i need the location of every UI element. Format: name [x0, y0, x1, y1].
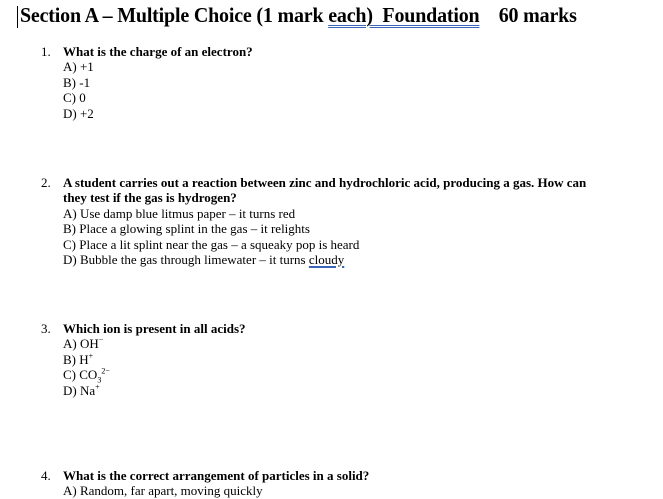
option-a: A) +1 — [63, 59, 94, 75]
question-3 — [41, 321, 246, 398]
option-c: C) Place a lit splint near the gas – a squeaky pop is heard — [63, 236, 360, 252]
option-d-text: D) Na — [63, 382, 96, 398]
option-a-text: A) OH — [63, 336, 99, 352]
option-a: A) Random, far apart, moving quickly — [63, 483, 263, 499]
question-1 — [41, 44, 253, 121]
option-b: B) -1 — [63, 74, 91, 90]
question-number: 1. — [41, 44, 51, 59]
option-a: A) Use damp blue litmus paper – it turns red — [63, 205, 296, 221]
options-list — [41, 59, 253, 121]
option-a-charge: − — [98, 336, 104, 346]
option-c-subscript: 3 — [97, 375, 102, 385]
option-d-proofing-underlined[interactable]: cloudy — [308, 252, 345, 268]
option-a — [63, 336, 246, 351]
question-2 — [41, 175, 586, 267]
option-c-charge: 2− — [101, 366, 110, 376]
question-number: 4. — [41, 468, 51, 483]
question-text: Which ion is present in all acids? — [63, 321, 246, 336]
question-text: What is the correct arrangement of particles in a solid? — [63, 468, 370, 483]
option-b-charge: + — [88, 351, 94, 361]
question-text-line1: A student carries out a reaction between zinc and hydrochloric acid, producing a gas. How can — [63, 175, 587, 190]
option-c-text: C) CO — [63, 367, 98, 383]
options-list — [41, 336, 246, 398]
option-d-charge: + — [95, 382, 100, 392]
heading-proofing-underlined[interactable]: each) Foundation — [328, 3, 480, 27]
question-text-line2: they test if the gas is hydrogen? — [63, 190, 237, 206]
option-d — [63, 383, 246, 398]
question-text: What is the charge of an electron? — [63, 44, 253, 59]
option-d: D) +2 — [63, 105, 94, 121]
question-number: 2. — [41, 175, 51, 190]
option-c — [63, 366, 246, 385]
option-d-text: D) Bubble the gas through limewater – it turns — [63, 252, 309, 268]
question-4 — [41, 468, 369, 499]
heading-prefix: Section A – Multiple Choice (1 mark — [20, 3, 329, 27]
text-cursor — [17, 6, 18, 28]
question-number: 3. — [41, 321, 51, 336]
option-d — [63, 252, 586, 267]
option-b-text: B) H — [63, 351, 89, 367]
option-b — [63, 352, 246, 367]
option-b: B) Place a glowing splint in the gas – it relights — [63, 221, 310, 237]
section-heading[interactable] — [20, 3, 577, 28]
heading-marks: 60 marks — [479, 3, 577, 27]
option-c: C) 0 — [63, 90, 86, 106]
options-list — [41, 206, 586, 268]
